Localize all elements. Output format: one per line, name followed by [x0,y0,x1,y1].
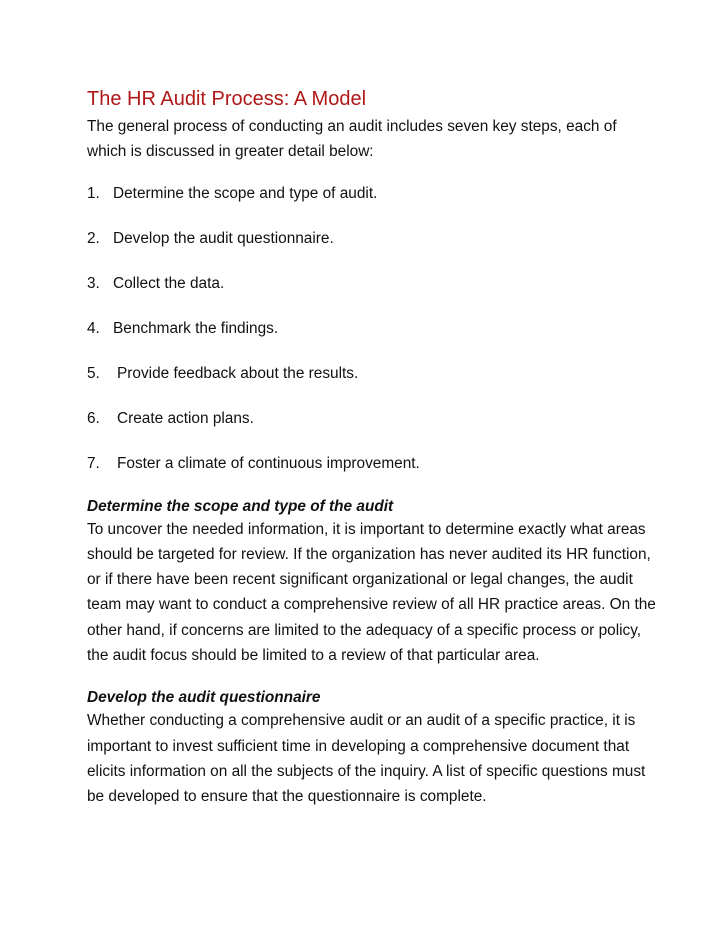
section-heading: Determine the scope and type of the audit [87,497,394,515]
section-body: Whether conducting a comprehensive audit or an audit of a specific practice, it is important to invest sufficient time in developing a comprehensive document that elicits information on all the subjects of the inquiry. A list of specific questions must be developed to ensure that the questionnaire is complete. [87,712,646,806]
steps-list [87,184,657,474]
step-item [87,229,657,249]
step-number: 6. [87,409,100,427]
section-heading: Develop the audit questionnaire [87,689,321,707]
step-text: Determine the scope and type of audit. [113,184,378,202]
intro-paragraph: The general process of conducting an audit includes seven key steps, each of which is discussed in greater detail below: [87,118,617,161]
step-item [87,184,657,204]
step-number: 3. [87,274,100,292]
step-number: 4. [87,319,100,337]
step-text: Foster a climate of continuous improvement. [117,454,420,472]
section-questionnaire [87,688,657,809]
step-number: 2. [87,229,100,247]
step-text: Develop the audit questionnaire. [113,229,334,247]
step-item [87,364,657,384]
step-number: 7. [87,454,100,472]
document-title: The HR Audit Process: A Model [87,88,367,110]
document-page [87,86,657,810]
step-text: Benchmark the findings. [113,319,279,337]
step-number: 5. [87,364,100,382]
step-text: Collect the data. [113,274,225,292]
step-text: Create action plans. [117,409,254,427]
section-scope [87,497,657,669]
step-text: Provide feedback about the results. [117,364,359,382]
step-item [87,319,657,339]
step-item [87,274,657,294]
step-number: 1. [87,184,100,202]
section-body: To uncover the needed information, it is important to determine exactly what areas should be targeted for review. If the organization has never audited its HR function, or if there have been recent significant organizational or legal changes, the audit team may want to conduct a comprehensive review of all HR practice areas. On the other hand, if concerns are limited to the adequacy of a specific process or policy, the audit focus should be limited to a review of that particular area. [87,520,656,665]
step-item [87,454,657,474]
step-item [87,409,657,429]
